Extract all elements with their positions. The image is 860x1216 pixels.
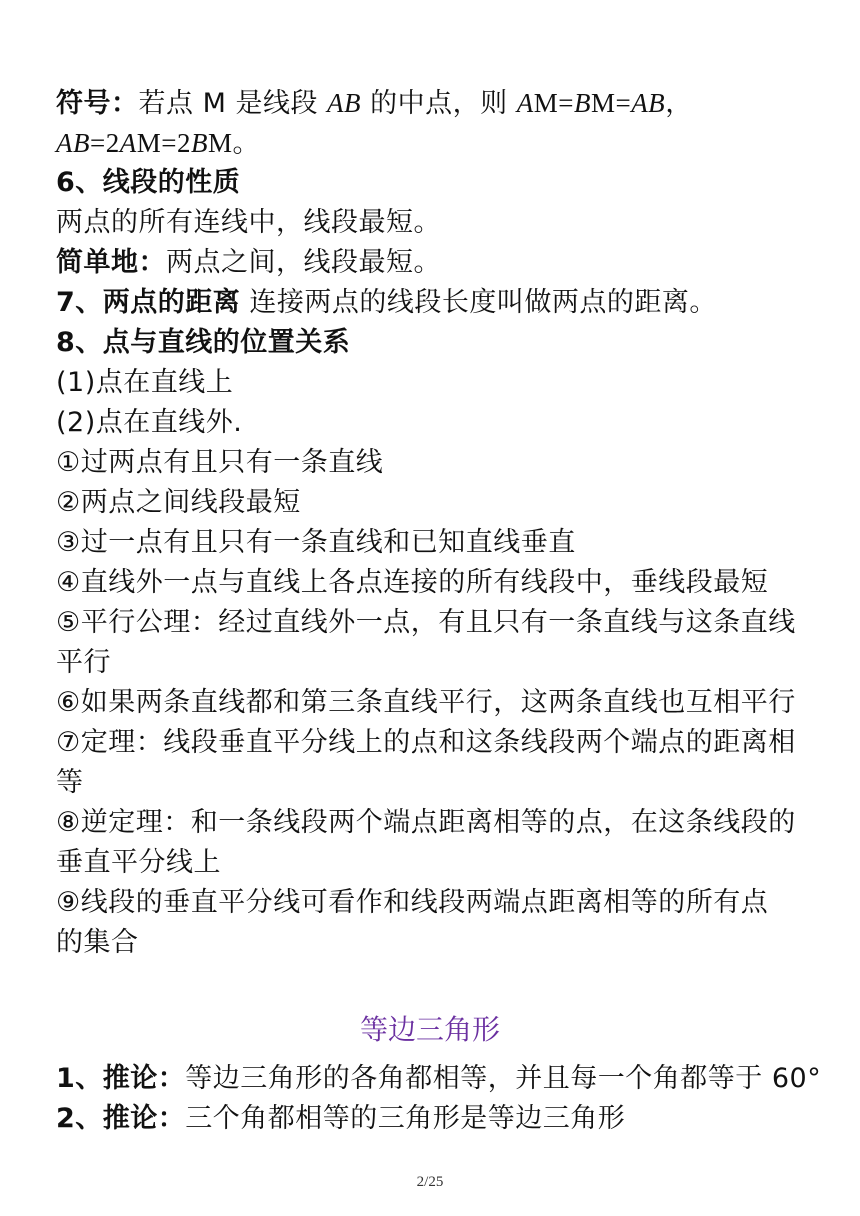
simple-text: 两点之间，线段最短。 (166, 247, 441, 278)
page-number: 2/25 (416, 1174, 444, 1190)
symbol-text-2: 的中点，则 (361, 88, 517, 119)
text-m-eq-3: M=2 (136, 128, 191, 158)
text-m-eq-2: M= (590, 88, 632, 118)
conclusion-3: ③过一点有且只有一条直线和已知直线垂直 (56, 527, 576, 558)
simple-label: 简单地： (56, 247, 166, 278)
conclusion-5-line-1: ⑤平行公理：经过直线外一点，有且只有一条直线与这条直线 (56, 607, 796, 638)
symbol-label: 符号： (56, 88, 139, 119)
var-b: B (573, 88, 591, 118)
conclusion-9-line-2: 的集合 (56, 927, 139, 958)
conclusion-8-line-2: 垂直平分线上 (56, 847, 221, 878)
text-eq-2: =2 (90, 128, 120, 158)
section-title: 等边三角形 (359, 1013, 500, 1046)
heading-7 (56, 284, 816, 322)
corollary-2-text: 三个角都相等的三角形是等边三角形 (185, 1103, 626, 1134)
conclusion-7-line-1: ⑦定理：线段垂直平分线上的点和这条线段两个端点的距离相 (56, 727, 796, 758)
segment-ab-3: AB (56, 128, 90, 158)
heading-8: 8、点与直线的位置关系 (56, 327, 351, 358)
paragraph-6-simple (56, 244, 816, 282)
conclusion-1: ①过两点有且只有一条直线 (56, 447, 384, 478)
segment-ab: AB (327, 88, 362, 118)
conclusion-9-line-1: ⑨线段的垂直平分线可看作和线段两端点距离相等的所有点 (56, 887, 769, 918)
corollary-2 (56, 1100, 816, 1138)
text-m-eq: M= (533, 88, 574, 118)
conclusion-8-line-1: ⑧逆定理：和一条线段两个端点距离相等的点，在这条线段的 (56, 807, 796, 838)
corollary-1-text: 等边三角形的各角都相等，并且每一个角都等于 60° (185, 1063, 822, 1094)
text-m-end: M。 (207, 128, 260, 158)
conclusion-6: ⑥如果两条直线都和第三条直线平行，这两条直线也互相平行 (56, 687, 796, 718)
var-b-2: B (190, 128, 208, 158)
heading-7-label: 7、两点的距离 (56, 287, 241, 318)
conclusion-7-line-2: 等 (56, 767, 84, 798)
symbol-text: 若点 M 是线段 (138, 88, 328, 119)
corollary-1-label: 1、推论： (56, 1063, 186, 1094)
item-8-1: (1)点在直线上 (56, 367, 234, 398)
conclusion-4: ④直线外一点与直线上各点连接的所有线段中，垂线段最短 (56, 567, 769, 598)
corollary-1 (56, 1060, 822, 1098)
item-8-2: (2)点在直线外. (56, 407, 243, 438)
symbol-line-1 (56, 84, 816, 123)
var-a: A (516, 88, 534, 118)
segment-ab-2: AB (631, 88, 666, 118)
conclusion-2: ②两点之间线段最短 (56, 487, 301, 518)
heading-6: 6、线段的性质 (56, 167, 241, 198)
paragraph-6: 两点的所有连线中，线段最短。 (56, 207, 441, 238)
symbol-line-2 (56, 124, 816, 163)
conclusion-5-line-2: 平行 (56, 647, 111, 678)
heading-7-text: 连接两点的线段长度叫做两点的距离。 (240, 287, 717, 318)
comma: ， (665, 88, 693, 119)
var-a-2: A (119, 128, 137, 158)
corollary-2-label: 2、推论： (56, 1103, 186, 1134)
